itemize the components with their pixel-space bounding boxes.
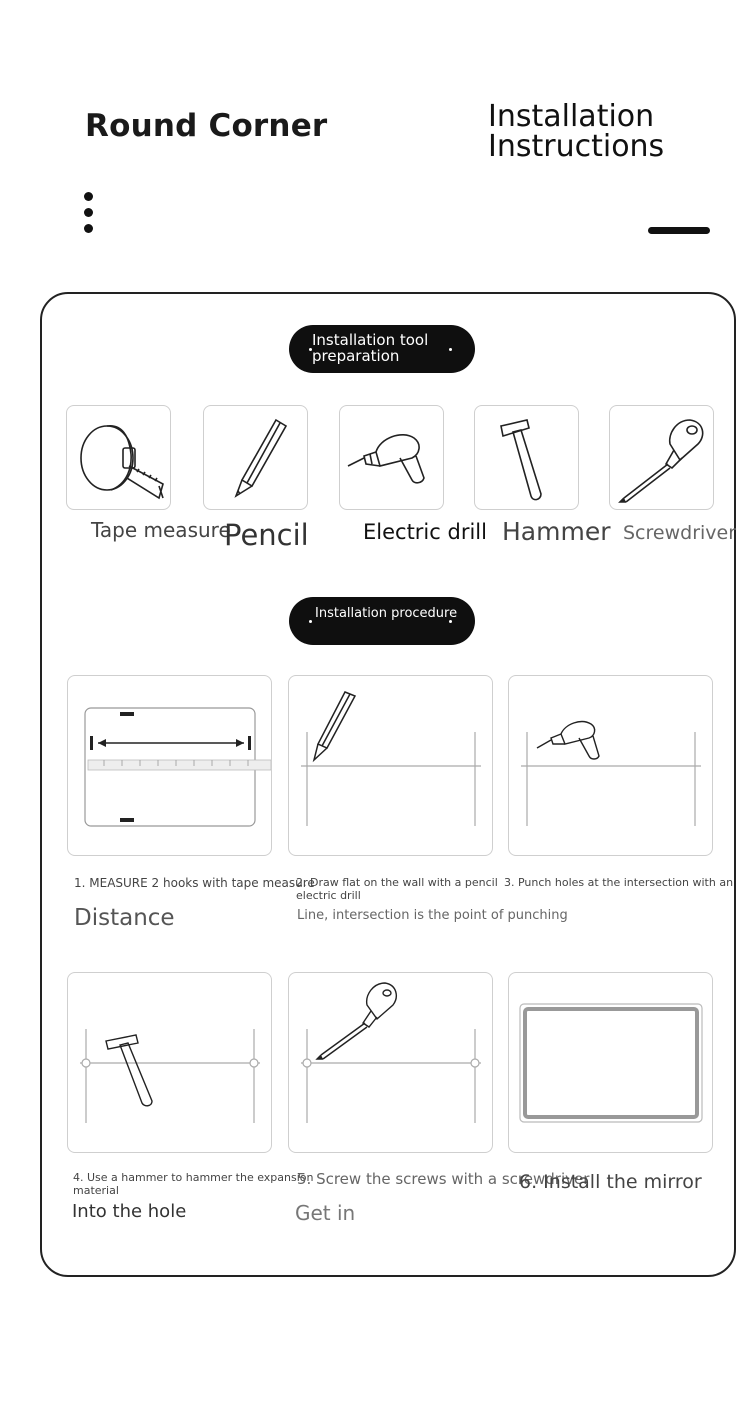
step-6-caption: 6. Install the mirror [519, 1171, 702, 1193]
tool-label-electric-drill: Electric drill [363, 520, 487, 544]
tool-card-tape-measure [66, 405, 171, 510]
pencil-icon [204, 406, 307, 509]
step-4-caption-2: material [73, 1184, 119, 1197]
step-card-6 [508, 972, 713, 1153]
step-4-caption: 4. Use a hammer to hammer the expansion [73, 1171, 314, 1184]
screw-in-diagram [289, 973, 492, 1152]
step-1-caption-2: Distance [74, 905, 175, 931]
pill-text-line-1: Installation tool [312, 331, 429, 349]
pencil-line-diagram [289, 676, 492, 855]
dash-decoration [648, 227, 710, 234]
step-card-4 [67, 972, 272, 1153]
tool-card-hammer [474, 405, 579, 510]
pill-text-line-2: preparation [312, 347, 400, 365]
electric-drill-icon [340, 406, 443, 509]
step-5-caption-2: Get in [295, 1201, 356, 1225]
tools-section-pill [289, 325, 475, 373]
step-1-caption: 1. MEASURE 2 hooks with tape measure [74, 876, 315, 890]
mirror-diagram [509, 973, 712, 1152]
step-card-2 [288, 675, 493, 856]
hammer-anchor-diagram [68, 973, 271, 1152]
hammer-icon [475, 406, 578, 509]
step-2-caption-2: Line, intersection is the point of punching [297, 908, 568, 923]
tool-card-pencil [203, 405, 308, 510]
pill-text: Installation procedure [315, 606, 458, 621]
vertical-dots-decoration [84, 192, 94, 240]
step-3-caption-2: electric drill [296, 889, 361, 902]
tool-label-screwdriver: Screwdriver [623, 522, 737, 544]
tool-label-hammer: Hammer [502, 517, 611, 546]
step-card-3 [508, 675, 713, 856]
measure-hooks-diagram [68, 676, 271, 855]
step-4-caption-3: Into the hole [72, 1201, 187, 1222]
step-card-5 [288, 972, 493, 1153]
step-5-caption: 5. Screw the screws with a screwdriver [297, 1170, 590, 1188]
section-heading [488, 99, 665, 164]
step-3-caption: 3. Punch holes at the intersection with an [504, 876, 734, 889]
tool-label-pencil: Pencil [224, 518, 309, 552]
tape-measure-icon [67, 406, 170, 509]
procedure-section-pill [289, 597, 475, 645]
tool-card-electric-drill [339, 405, 444, 510]
tool-label-tape-measure: Tape measure [91, 518, 231, 542]
drill-holes-diagram [509, 676, 712, 855]
step-2-caption: 2. Draw flat on the wall with a pencil [296, 876, 498, 889]
page-title: Round Corner [85, 108, 328, 144]
tool-card-screwdriver [609, 405, 714, 510]
heading-line-2: Instructions [488, 129, 665, 164]
screwdriver-icon [610, 406, 713, 509]
heading-line-1: Installation [488, 99, 655, 134]
step-card-1 [67, 675, 272, 856]
